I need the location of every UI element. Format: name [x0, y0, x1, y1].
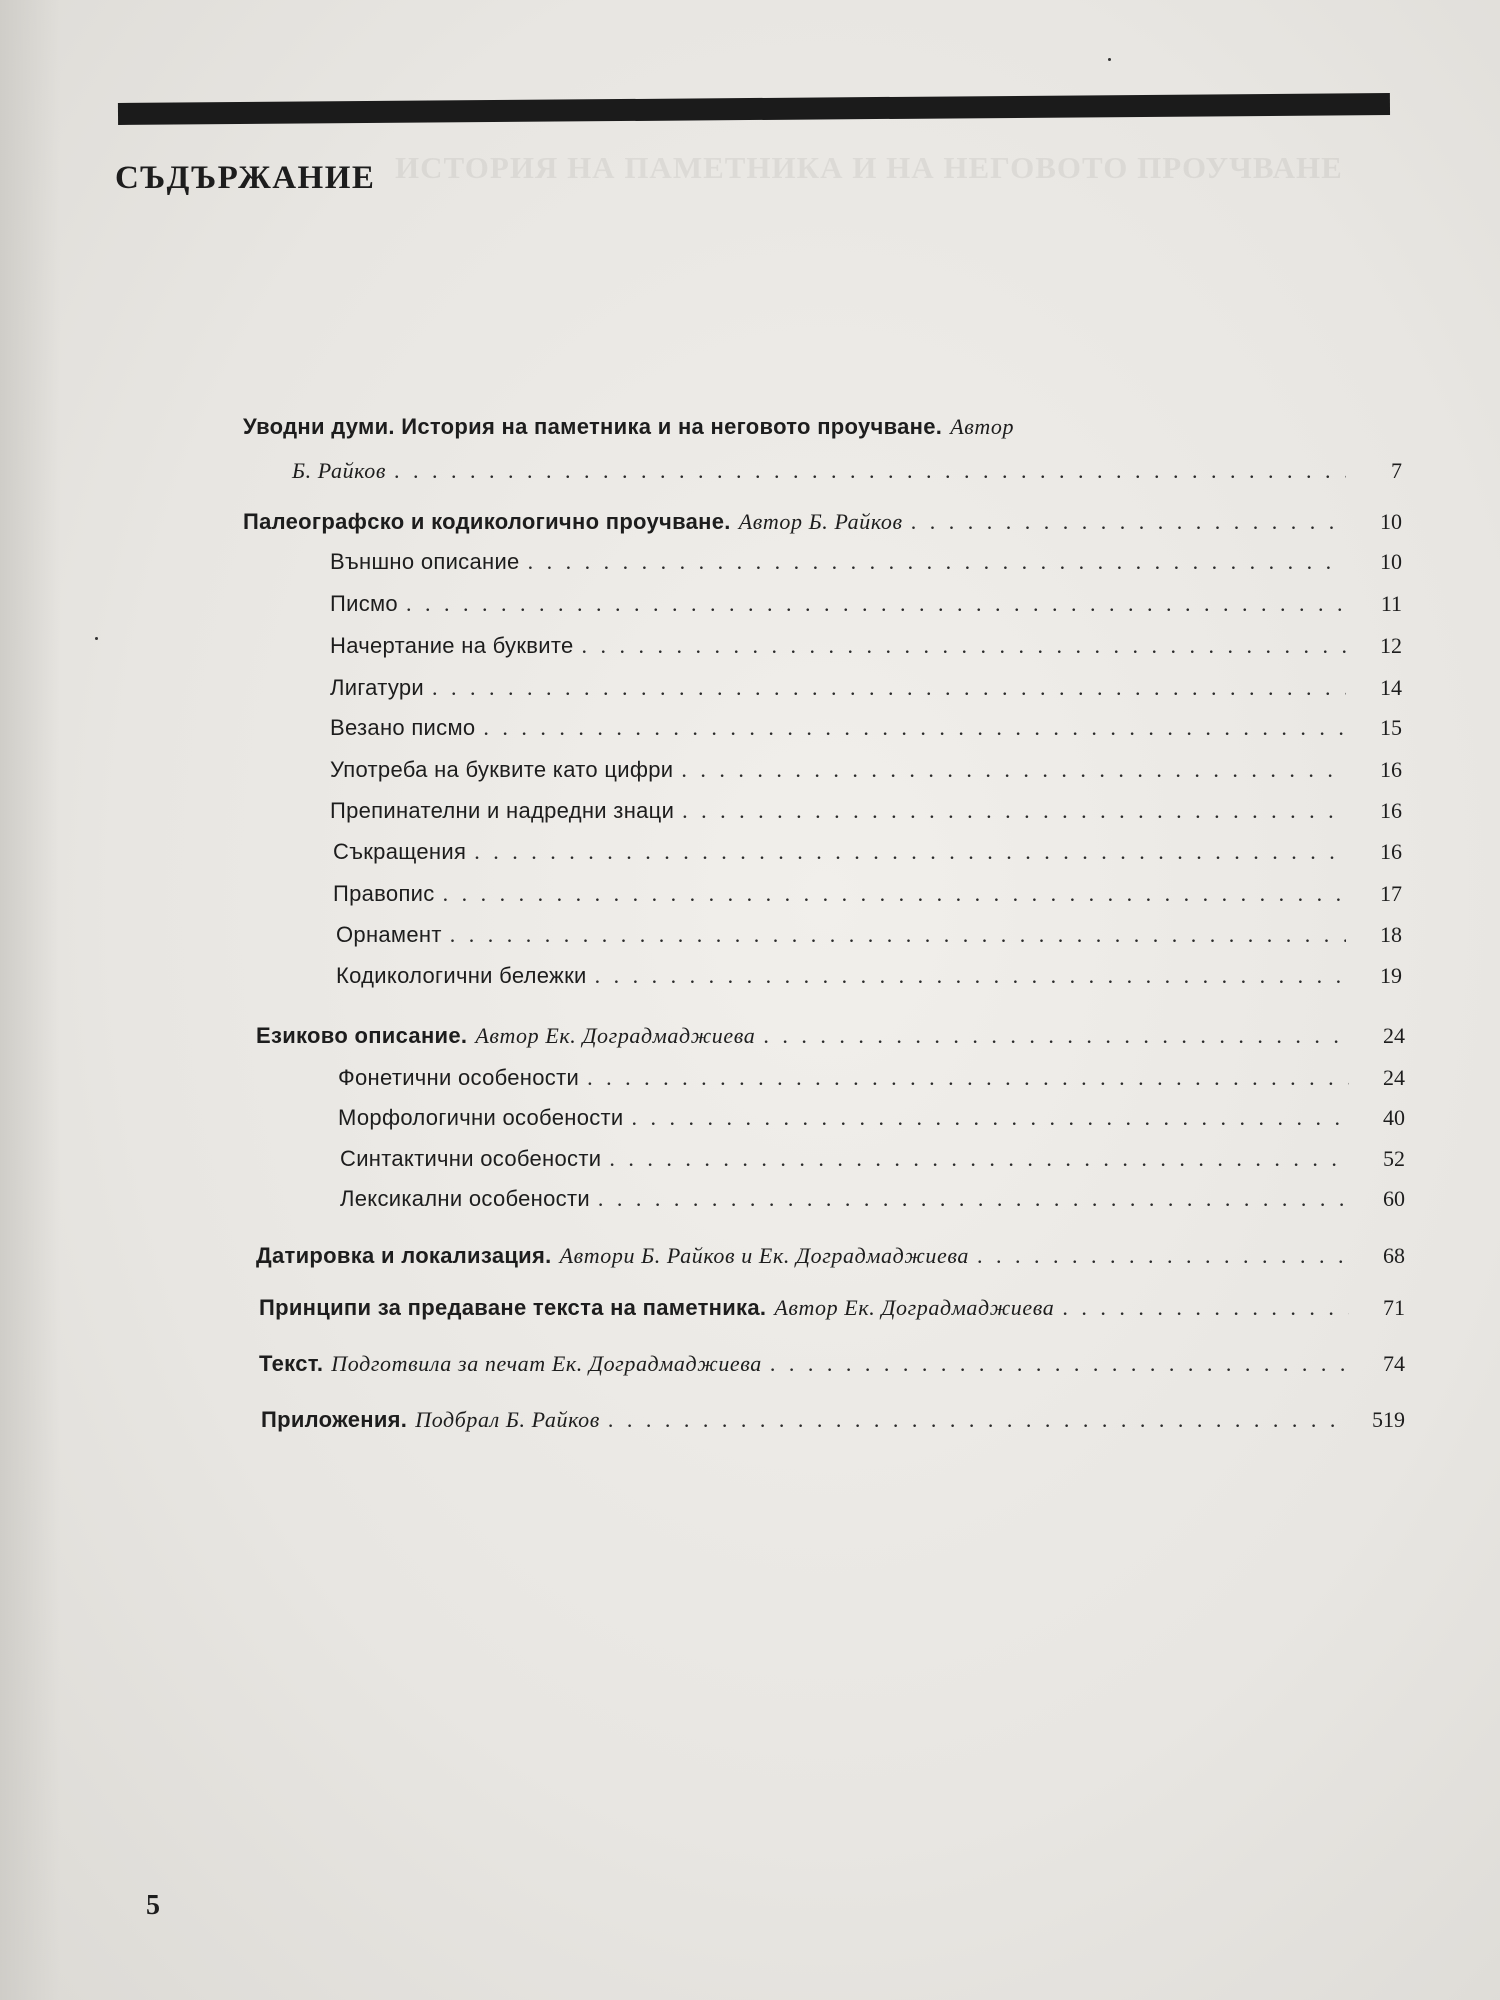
toc-entry-page: 15 [1380, 715, 1402, 740]
leader-dots [911, 508, 1346, 536]
leader-dots [1062, 1294, 1349, 1322]
toc-entry-page: 519 [1372, 1407, 1405, 1432]
leader-dots [443, 880, 1346, 908]
toc-entry[interactable] [338, 1104, 1405, 1132]
toc-entry[interactable] [330, 590, 1402, 618]
toc-entry-title: Външно описание [330, 549, 520, 574]
toc-entry-page: 40 [1383, 1105, 1405, 1130]
toc-entry-author: Б. Райков [292, 458, 386, 483]
toc-entry-title: Текст. [259, 1351, 324, 1376]
toc-entry-title: Лексикални особености [340, 1186, 590, 1211]
toc-entry-title: Синтактични особености [340, 1146, 602, 1171]
toc-entry-page: 16 [1380, 757, 1402, 782]
toc-entry-title: Везано писмо [330, 715, 476, 740]
toc-entry-page: 16 [1380, 798, 1402, 823]
toc-entry-author: Автор Ек. Доградмаджиева [774, 1295, 1055, 1320]
leader-dots [681, 756, 1346, 784]
toc-entry-title: Писмо [330, 591, 398, 616]
toc-entry-author: Автори Б. Райков и Ек. Доградмаджиева [559, 1243, 969, 1268]
toc-entry-title: Употреба на буквите като цифри [330, 757, 674, 782]
leader-dots [608, 1406, 1349, 1434]
toc-entry-page: 24 [1383, 1023, 1405, 1048]
toc-entry[interactable] [243, 413, 1213, 441]
toc-entry[interactable] [292, 457, 1402, 485]
leader-dots [598, 1185, 1349, 1213]
toc-entry[interactable] [340, 1145, 1405, 1173]
toc-entry-author: Автор Ек. Доградмаджиева [475, 1023, 756, 1048]
toc-entry-page: 19 [1380, 963, 1402, 988]
leader-dots [528, 548, 1346, 576]
toc-entry-author: Автор Б. Райков [738, 509, 903, 534]
toc-entry[interactable] [336, 921, 1402, 949]
leader-dots [483, 714, 1346, 742]
toc-entry-page: 7 [1391, 458, 1402, 483]
toc-entry-title: Морфологични особености [338, 1105, 624, 1130]
leader-dots [406, 590, 1346, 618]
leader-dots [474, 838, 1346, 866]
toc-entry-page: 18 [1380, 922, 1402, 947]
toc-entry-title: Орнамент [336, 922, 442, 947]
toc-entry-page: 52 [1383, 1146, 1405, 1171]
leader-dots [682, 797, 1346, 825]
toc-entry-author: Автор [950, 414, 1015, 439]
toc-entry[interactable] [336, 962, 1402, 990]
leader-dots [632, 1104, 1350, 1132]
paper-speck [95, 637, 98, 640]
toc-entry-title: Палеографско и кодикологично проучване. [243, 509, 731, 534]
toc-entry[interactable] [330, 756, 1402, 784]
toc-entry-page: 11 [1380, 591, 1402, 616]
toc-entry[interactable] [340, 1185, 1405, 1213]
toc-entry-page: 74 [1383, 1351, 1405, 1376]
toc-entry[interactable] [338, 1064, 1405, 1092]
leader-dots [582, 632, 1346, 660]
toc-entry[interactable] [330, 632, 1402, 660]
toc-entry-title: Правопис [333, 881, 435, 906]
toc-entry[interactable] [259, 1294, 1405, 1322]
toc-entry[interactable] [333, 880, 1402, 908]
toc-entry[interactable] [333, 838, 1402, 866]
paper-speck [1108, 58, 1111, 61]
leader-dots [770, 1350, 1349, 1378]
leader-dots [977, 1242, 1349, 1270]
toc-entry-title: Лигатури [330, 675, 425, 700]
toc-entry-page: 10 [1380, 549, 1402, 574]
toc-entry-page: 12 [1380, 633, 1402, 658]
toc-entry-page: 71 [1383, 1295, 1405, 1320]
toc-entry-title: Начертание на буквите [330, 633, 574, 658]
toc-entry[interactable] [256, 1022, 1405, 1050]
page-number: 5 [146, 1890, 160, 1921]
toc-entry-title: Уводни думи. История на паметника и на неговото проучване. [243, 414, 943, 439]
toc-entry-title: Датировка и локализация. [256, 1243, 552, 1268]
leader-dots [450, 921, 1346, 949]
toc-entry-title: Принципи за предаване текста на паметника. [259, 1295, 767, 1320]
toc-entry-page: 24 [1383, 1065, 1405, 1090]
leader-dots [394, 457, 1346, 485]
toc-entry-page: 17 [1380, 881, 1402, 906]
toc-entry-page: 14 [1380, 675, 1402, 700]
toc-entry-title: Кодикологични бележки [336, 963, 587, 988]
leader-dots [595, 962, 1346, 990]
toc-entry-page: 60 [1383, 1186, 1405, 1211]
toc-entry-title: Фонетични особености [338, 1065, 580, 1090]
toc-entry[interactable] [259, 1350, 1405, 1378]
toc-entry-page: 68 [1383, 1243, 1405, 1268]
bleed-through-heading: ИСТОРИЯ НА ПАМЕТНИКА И НА НЕГОВОТО ПРОУЧВАНЕ [395, 150, 1343, 185]
toc-entry-title: Препинателни и надредни знаци [330, 798, 675, 823]
toc-entry-title: Съкращения [333, 839, 467, 864]
toc-entry[interactable] [330, 674, 1402, 702]
contents-heading: СЪДЪРЖАНИЕ [115, 160, 376, 196]
toc-entry[interactable] [261, 1406, 1405, 1434]
leader-dots [609, 1145, 1349, 1173]
toc-entry[interactable] [330, 714, 1402, 742]
toc-entry-author: Подбрал Б. Райков [415, 1407, 600, 1432]
toc-entry[interactable] [330, 548, 1402, 576]
leader-dots [587, 1064, 1349, 1092]
toc-entry[interactable] [243, 508, 1402, 536]
toc-entry-author: Подготвила за печат Ек. Доградмаджиева [331, 1351, 762, 1376]
toc-entry-title: Приложения. [261, 1407, 408, 1432]
toc-entry[interactable] [330, 797, 1402, 825]
leader-dots [432, 674, 1346, 702]
leader-dots [763, 1022, 1349, 1050]
toc-entry-page: 16 [1380, 839, 1402, 864]
toc-entry-page: 10 [1380, 509, 1402, 534]
toc-entry-title: Езиково описание. [256, 1023, 468, 1048]
toc-entry[interactable] [256, 1242, 1405, 1270]
